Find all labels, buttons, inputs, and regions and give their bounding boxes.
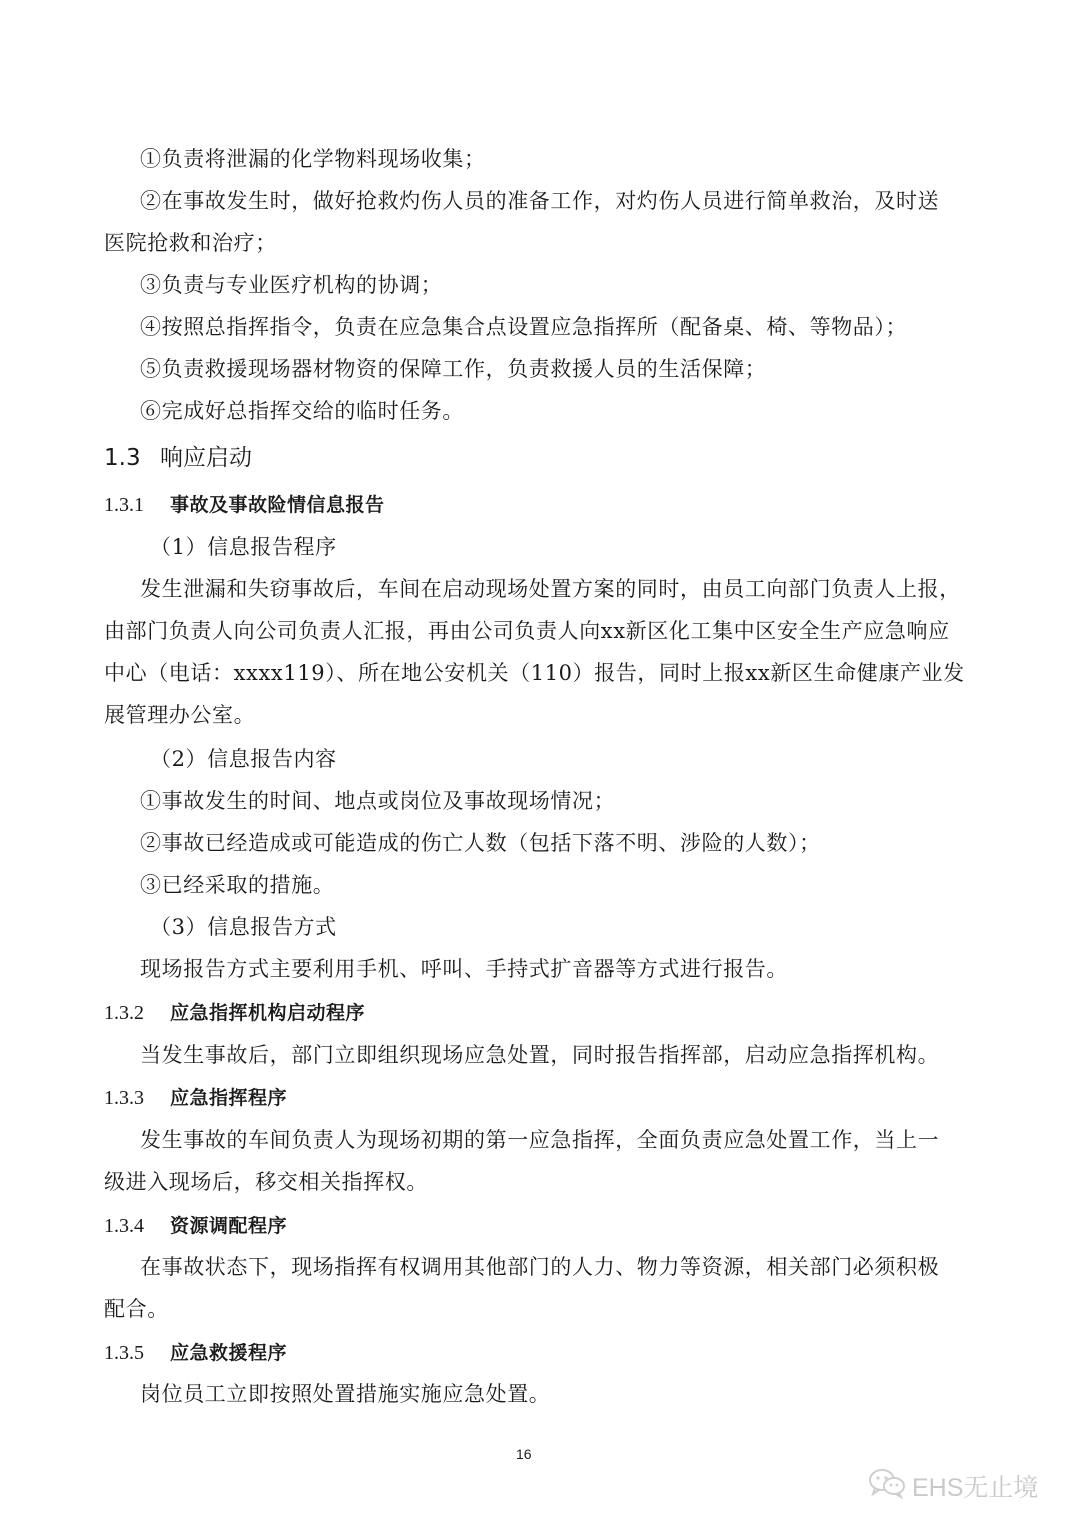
- subsection-title: 应急救援程序: [170, 1342, 288, 1364]
- paragraph-line: 现场报告方式主要利用手机、呼叫、手持式扩音器等方式进行报告。: [140, 957, 788, 981]
- subsection-heading: [104, 1211, 287, 1240]
- list-item: ②事故已经造成或可能造成的伤亡人数（包括下落不明、涉险的人数）；: [140, 831, 821, 855]
- sub-heading: （1）信息报告程序: [150, 535, 337, 559]
- sub-heading: （2）信息报告内容: [150, 747, 337, 771]
- paragraph-line: 展管理办公室。: [104, 703, 256, 727]
- subsection-heading: [104, 998, 365, 1027]
- section-heading: [104, 443, 252, 473]
- paragraph-line: 由部门负责人向公司负责人汇报，再由公司负责人向xx新区化工集中区安全生产应急响应: [104, 619, 950, 643]
- paragraph-line: 在事故状态下，现场指挥有权调用其他部门的人力、物力等资源，相关部门必须积极: [140, 1255, 940, 1279]
- list-item-continuation: 医院抢救和治疗；: [104, 231, 277, 255]
- section-title: 响应启动: [160, 445, 252, 471]
- sub-heading: （3）信息报告方式: [150, 915, 337, 939]
- paragraph-line: 当发生事故后，部门立即组织现场应急处置，同时报告指挥部，启动应急指挥机构。: [140, 1043, 940, 1067]
- watermark: [868, 1466, 1038, 1506]
- list-item: ⑤负责救援现场器材物资的保障工作，负责救援人员的生活保障；: [140, 357, 767, 381]
- list-item: ③负责与专业医疗机构的协调；: [140, 273, 443, 297]
- page-number: 16: [516, 1446, 532, 1462]
- list-item: ④按照总指挥指令，负责在应急集合点设置应急指挥所（配备桌、椅、等物品）；: [140, 315, 908, 339]
- subsection-number: 1.3.1: [104, 494, 144, 516]
- paragraph-line: 中心（电话：xxxx119）、所在地公安机关（110）报告，同时上报xx新区生命健康产业发: [104, 661, 965, 685]
- subsection-number: 1.3.5: [104, 1342, 144, 1364]
- subsection-heading: [104, 1083, 287, 1112]
- paragraph-line: 发生事故的车间负责人为现场初期的第一应急指挥，全面负责应急处置工作，当上一: [140, 1128, 940, 1152]
- paragraph-line: 发生泄漏和失窃事故后，车间在启动现场处置方案的同时，由员工向部门负责人上报，: [140, 577, 961, 601]
- subsection-title: 应急指挥程序: [170, 1087, 288, 1109]
- subsection-number: 1.3.3: [104, 1087, 144, 1109]
- subsection-title: 事故及事故险情信息报告: [170, 494, 385, 516]
- subsection-number: 1.3.4: [104, 1215, 144, 1237]
- list-item: ③已经采取的措施。: [140, 873, 335, 897]
- watermark-text: EHS无止境: [912, 1474, 1039, 1502]
- subsection-title: 资源调配程序: [170, 1215, 288, 1237]
- paragraph-line: 级进入现场后，移交相关指挥权。: [104, 1170, 428, 1194]
- list-item: ⑥完成好总指挥交给的临时任务。: [140, 399, 464, 423]
- subsection-title: 应急指挥机构启动程序: [170, 1002, 366, 1024]
- subsection-number: 1.3.2: [104, 1002, 144, 1024]
- paragraph-line: 配合。: [104, 1297, 169, 1321]
- wechat-icon: [868, 1467, 912, 1506]
- section-number: 1.3: [104, 445, 141, 471]
- subsection-heading: [104, 1338, 287, 1367]
- list-item: ①负责将泄漏的化学物料现场收集；: [140, 147, 486, 171]
- paragraph-line: 岗位员工立即按照处置措施实施应急处置。: [140, 1382, 551, 1406]
- subsection-heading: [104, 490, 385, 519]
- list-item: ①事故发生的时间、地点或岗位及事故现场情况；: [140, 789, 616, 813]
- list-item: ②在事故发生时，做好抢救灼伤人员的准备工作，对灼伤人员进行简单救治，及时送: [140, 189, 940, 213]
